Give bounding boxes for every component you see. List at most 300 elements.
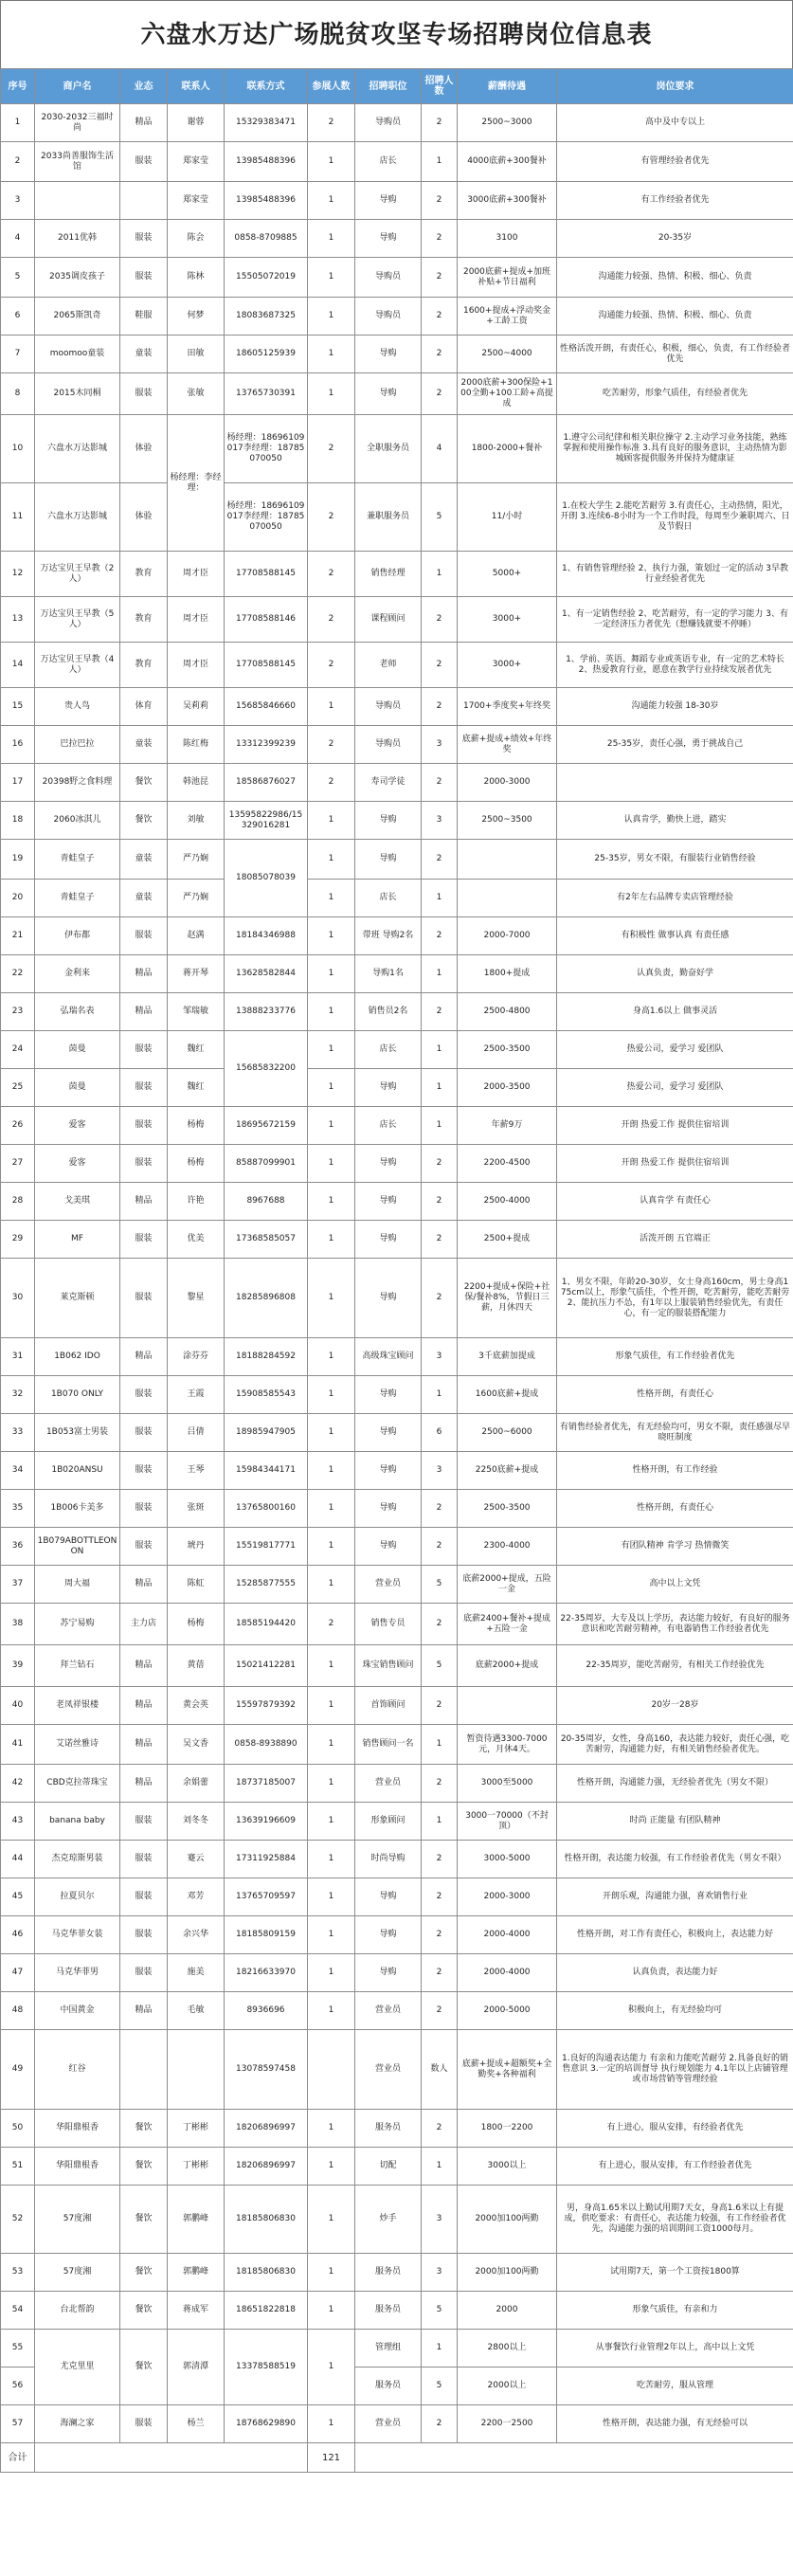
- table-cell: 有2年左右品牌专卖店管理经验: [557, 880, 793, 917]
- table-cell: 3000底薪+300餐补: [458, 182, 557, 220]
- table-cell: 1、有一定销售经验 2、吃苦耐劳，有一定的学习能力 3、有一定经济压力者优先（想赚钱就要不停睡）: [557, 597, 793, 643]
- table-cell: 吴莉莉: [168, 688, 225, 726]
- table-row: [1, 688, 793, 726]
- table-cell: 20: [1, 880, 35, 917]
- table-cell: 贵人鸟: [35, 688, 120, 726]
- table-cell: 导购: [355, 373, 422, 415]
- table-cell: 教育: [120, 643, 168, 688]
- table-cell: 1800一2200: [458, 2110, 557, 2148]
- table-cell: 杨梅: [168, 1145, 225, 1183]
- table-cell: 认真负责，表达能力好: [557, 1954, 793, 1992]
- table-cell: 餐饮: [120, 2292, 168, 2330]
- table-cell: 33: [1, 1414, 35, 1452]
- table-cell: 7: [1, 336, 35, 373]
- table-cell: 2000底薪+300保险+100全勤+100工龄+高提成: [458, 373, 557, 415]
- table-cell: 服装: [120, 1221, 168, 1259]
- table-cell: 2200一2500: [458, 2405, 557, 2443]
- table-cell: MF: [35, 1221, 120, 1259]
- table-cell: 郭鹏峰: [168, 2254, 225, 2292]
- table-cell: 导购: [355, 1490, 422, 1528]
- table-cell: 2000-5000: [458, 1992, 557, 2030]
- table-cell: 20-35岁: [557, 220, 793, 258]
- table-cell: 黄会英: [168, 1687, 225, 1725]
- table-cell: 赵满: [168, 917, 225, 955]
- table-cell: 服装: [120, 1107, 168, 1145]
- table-cell: 导购1名: [355, 955, 422, 993]
- table-cell: 魏红: [168, 1031, 225, 1069]
- table-row: [1, 764, 793, 802]
- table-cell: 万达宝贝王早教（4人）: [35, 643, 120, 688]
- table-cell: 性格开朗，表达能力强，有无经验可以: [557, 2405, 793, 2443]
- table-cell: 20岁一28岁: [557, 1687, 793, 1725]
- table-row: [1, 2292, 793, 2330]
- table-row: [1, 1645, 793, 1687]
- table-cell: 服装: [120, 1031, 168, 1069]
- table-cell: 杨经理：18696109017李经理：18785070050: [225, 415, 308, 483]
- table-cell: 1: [308, 1221, 355, 1259]
- table-cell: 伊布都: [35, 917, 120, 955]
- table-cell: 20398野之食料理: [35, 764, 120, 802]
- table-cell: 15: [1, 688, 35, 726]
- table-cell: 2200-4500: [458, 1145, 557, 1183]
- table-cell: 12: [1, 552, 35, 597]
- table-cell: 13595822986/15329016281: [225, 802, 308, 840]
- empty-cell: [35, 2443, 308, 2473]
- table-row: [1, 415, 793, 483]
- table-cell: 2: [308, 1604, 355, 1645]
- table-cell: 1: [308, 2292, 355, 2330]
- table-cell: 2: [422, 1221, 458, 1259]
- table-cell: 1B020ANSU: [35, 1452, 120, 1490]
- table-cell: 13628582844: [225, 955, 308, 993]
- table-cell: 2030-2032三福时尚: [35, 104, 120, 142]
- table-cell: 精品: [120, 1645, 168, 1687]
- table-cell: 15597879392: [225, 1687, 308, 1725]
- table-cell: 老凤祥银楼: [35, 1687, 120, 1725]
- table-cell: 服装: [120, 1376, 168, 1414]
- table-row: [1, 1221, 793, 1259]
- table-cell: 1: [422, 1031, 458, 1069]
- table-cell: 2: [422, 336, 458, 373]
- table-cell: 刘冬冬: [168, 1803, 225, 1841]
- table-cell: 1B006卡美多: [35, 1490, 120, 1528]
- table-cell: 1: [308, 1725, 355, 1765]
- table-cell: 2: [422, 1259, 458, 1338]
- table-cell: 1: [308, 298, 355, 336]
- table-cell: 带班 导购2名: [355, 917, 422, 955]
- table-cell: 1B079ABOTTLEONON: [35, 1528, 120, 1566]
- table-cell: 2: [422, 643, 458, 688]
- table-row: [1, 552, 793, 597]
- table-cell: 时尚导购: [355, 1841, 422, 1878]
- table-cell: 13765800160: [225, 1490, 308, 1528]
- table-cell: 餐饮: [120, 2330, 168, 2405]
- table-cell: 1、男女不限，年龄20-30岁，女士身高160cm，男士身高175cm以上，形象气质佳，个性开朗，吃苦耐劳，能吃苦耐劳 2、能抗压力不怂，有1年以上服装销售经验优先，有责任心，有一定的服装搭配能力: [557, 1259, 793, 1338]
- table-cell: 底薪+提成+超额奖+全勤奖+各种福利: [458, 2030, 557, 2110]
- table-cell: 8936696: [225, 1992, 308, 2030]
- table-cell: 2: [422, 764, 458, 802]
- table-cell: 服装: [120, 2405, 168, 2443]
- table-cell: 邓芳: [168, 1878, 225, 1916]
- table-cell: 1: [422, 1803, 458, 1841]
- table-cell: 42: [1, 1765, 35, 1803]
- table-row: [1, 1566, 793, 1604]
- table-cell: 25-35岁，男女不限，有服装行业销售经验: [557, 840, 793, 880]
- table-cell: 17368585057: [225, 1221, 308, 1259]
- table-cell: 导购员: [355, 258, 422, 298]
- table-cell: 有团队精神 肯学习 热情微笑: [557, 1528, 793, 1566]
- column-header: 业态: [120, 69, 168, 104]
- table-cell: 1: [308, 840, 355, 880]
- table-cell: 服装: [120, 917, 168, 955]
- table-cell: 有上进心，服从安排，有工作经验者优先: [557, 2148, 793, 2186]
- table-cell: 2500-3500: [458, 1490, 557, 1528]
- table-cell: 3000+: [458, 597, 557, 643]
- table-cell: 施美: [168, 1954, 225, 1992]
- table-cell: 2000: [458, 2292, 557, 2330]
- table-cell: 25: [1, 1069, 35, 1107]
- table-cell: 导购: [355, 1259, 422, 1338]
- table-cell: 3000+: [458, 643, 557, 688]
- table-cell: 2000-3500: [458, 1069, 557, 1107]
- table-cell: 营业员: [355, 1566, 422, 1604]
- table-cell: 吴文香: [168, 1725, 225, 1765]
- table-cell: 体育: [120, 688, 168, 726]
- table-cell: 周大福: [35, 1566, 120, 1604]
- table-row: [1, 2254, 793, 2292]
- table-cell: 1800+提成: [458, 955, 557, 993]
- table-cell: 3千底薪加提成: [458, 1338, 557, 1376]
- total-row: [1, 2443, 793, 2473]
- table-cell: 13639196609: [225, 1803, 308, 1841]
- table-cell: 服装: [120, 1452, 168, 1490]
- table-cell: 珠宝销售顾问: [355, 1645, 422, 1687]
- table-row: [1, 2405, 793, 2443]
- table-cell: 艾诺丝雅诗: [35, 1725, 120, 1765]
- table-cell: 导购: [355, 336, 422, 373]
- table-cell: 2: [422, 993, 458, 1031]
- table-cell: 2: [422, 1183, 458, 1221]
- table-cell: 销售员2名: [355, 993, 422, 1031]
- table-cell: 13078597458: [225, 2030, 308, 2110]
- table-cell: 21: [1, 917, 35, 955]
- table-cell: 49: [1, 2030, 35, 2110]
- table-row: [1, 1841, 793, 1878]
- table-cell: 18184346988: [225, 917, 308, 955]
- table-cell: [35, 182, 120, 220]
- table-row: [1, 2030, 793, 2110]
- table-row: [1, 1725, 793, 1765]
- table-row: [1, 104, 793, 142]
- table-cell: 服装: [120, 1069, 168, 1107]
- column-header: 薪酬待遇: [458, 69, 557, 104]
- table-cell: 沟通能力较强、热情、积极、细心、负责: [557, 258, 793, 298]
- table-cell: 2: [422, 1878, 458, 1916]
- table-cell: 1.在校大学生 2.能吃苦耐劳 3.有责任心，主动热情，阳光，开朗 3.连续6-8小时为一个工作时段，每周至少兼职周六、日及节假日: [557, 483, 793, 552]
- table-cell: 从事餐饮行业管理2年以上，高中以上文凭: [557, 2330, 793, 2367]
- table-cell: 15329383471: [225, 104, 308, 142]
- table-cell: 导购员: [355, 688, 422, 726]
- table-cell: 服务员: [355, 2110, 422, 2148]
- table-cell: 性格开朗，有责任心: [557, 1490, 793, 1528]
- table-cell: 1: [422, 1376, 458, 1414]
- table-cell: 1: [308, 2330, 355, 2405]
- table-cell: 郭鹏峰: [168, 2186, 225, 2254]
- table-row: [1, 880, 793, 917]
- table-cell: 陈虹: [168, 1566, 225, 1604]
- table-cell: 2500-4000: [458, 1183, 557, 1221]
- table-row: [1, 597, 793, 643]
- table-row: [1, 220, 793, 258]
- table-cell: 1: [308, 258, 355, 298]
- table-cell: 1、学前、英语、舞蹈专业或英语专业，有一定的艺术特长 2、热爱教育行业，愿意在教学行业持续发展者优先: [557, 643, 793, 688]
- table-cell: 2: [422, 1687, 458, 1725]
- table-cell: 18605125939: [225, 336, 308, 373]
- table-cell: 教育: [120, 552, 168, 597]
- table-cell: 10: [1, 415, 35, 483]
- table-cell: 精品: [120, 955, 168, 993]
- table-cell: 形象气质佳，有亲和力: [557, 2292, 793, 2330]
- table-cell: 18185806830: [225, 2186, 308, 2254]
- table-cell: CBD克拉蒂珠宝: [35, 1765, 120, 1803]
- table-cell: 马克华菲男: [35, 1954, 120, 1992]
- table-cell: 服务员: [355, 2367, 422, 2405]
- table-row: [1, 1765, 793, 1803]
- table-cell: 杨兰: [168, 2405, 225, 2443]
- table-cell: 导购: [355, 1145, 422, 1183]
- table-cell: 2: [422, 2110, 458, 2148]
- table-cell: 17708588146: [225, 597, 308, 643]
- table-cell: 1700+季度奖+年终奖: [458, 688, 557, 726]
- table-cell: 全职服务员: [355, 415, 422, 483]
- table-cell: [168, 2030, 225, 2110]
- table-cell: 2: [422, 1841, 458, 1878]
- table-cell: [458, 840, 557, 880]
- table-cell: 认真肯学，勤快上进，踏实: [557, 802, 793, 840]
- table-cell: 19: [1, 840, 35, 880]
- table-cell: 1: [308, 917, 355, 955]
- table-cell: 1: [422, 880, 458, 917]
- empty-cell: [355, 2443, 793, 2473]
- table-cell: 毛敏: [168, 1992, 225, 2030]
- table-row: [1, 1490, 793, 1528]
- table-cell: 服装: [120, 1259, 168, 1338]
- table-cell: 17: [1, 764, 35, 802]
- table-cell: 8: [1, 373, 35, 415]
- table-cell: 1: [308, 1338, 355, 1376]
- table-cell: 年薪9万: [458, 1107, 557, 1145]
- table-row: [1, 2110, 793, 2148]
- table-row: [1, 1452, 793, 1490]
- table-cell: 15021412281: [225, 1645, 308, 1687]
- table-cell: 15685846660: [225, 688, 308, 726]
- table-cell: 3: [1, 182, 35, 220]
- table-cell: 2: [422, 1954, 458, 1992]
- table-cell: 爱客: [35, 1107, 120, 1145]
- table-cell: 万达宝贝王早教（5人）: [35, 597, 120, 643]
- table-cell: 性格开朗，对工作有责任心，积极向上，表达能力好: [557, 1916, 793, 1954]
- table-cell: 陈会: [168, 220, 225, 258]
- table-cell: 0858-8709885: [225, 220, 308, 258]
- table-cell: 1: [308, 1107, 355, 1145]
- table-cell: 1: [422, 1069, 458, 1107]
- table-cell: 精品: [120, 1566, 168, 1604]
- table-cell: 2: [308, 764, 355, 802]
- table-cell: 琥丹: [168, 1528, 225, 1566]
- table-cell: 服务员: [355, 2292, 422, 2330]
- table-cell: 导购: [355, 802, 422, 840]
- table-cell: 2015木同桐: [35, 373, 120, 415]
- table-cell: 形象顾问: [355, 1803, 422, 1841]
- table-cell: 1: [422, 1725, 458, 1765]
- table-cell: 形象气质佳，有工作经验者优先: [557, 1338, 793, 1376]
- table-cell: 导购: [355, 1183, 422, 1221]
- table-cell: 1: [308, 1566, 355, 1604]
- table-cell: 18585194420: [225, 1604, 308, 1645]
- table-cell: 1: [308, 955, 355, 993]
- table-cell: 导购: [355, 1221, 422, 1259]
- table-cell: 鞋服: [120, 298, 168, 336]
- table-cell: 暂资待遇3300-7000元，月休4天。: [458, 1725, 557, 1765]
- table-cell: 2: [422, 1765, 458, 1803]
- table-cell: 有积极性 做事认真 有责任感: [557, 917, 793, 955]
- table-cell: 认真负责，勤奋好学: [557, 955, 793, 993]
- table-cell: 2000以上: [458, 2367, 557, 2405]
- table-cell: 1: [308, 993, 355, 1031]
- table-cell: 1: [308, 1528, 355, 1566]
- table-cell: 27: [1, 1145, 35, 1183]
- table-cell: 18216633970: [225, 1954, 308, 1992]
- table-cell: 2250底薪+提成: [458, 1452, 557, 1490]
- table-row: [1, 142, 793, 182]
- table-cell: 黎星: [168, 1259, 225, 1338]
- table-row: [1, 1031, 793, 1069]
- table-row: [1, 1145, 793, 1183]
- table-cell: 积极向上，有无经验均可: [557, 1992, 793, 2030]
- table-cell: 2500-4800: [458, 993, 557, 1031]
- table-cell: 2: [422, 917, 458, 955]
- table-cell: 18285896808: [225, 1259, 308, 1338]
- table-cell: 1: [308, 2148, 355, 2186]
- table-cell: 53: [1, 2254, 35, 2292]
- table-cell: [557, 764, 793, 802]
- table-cell: 2000-7000: [458, 917, 557, 955]
- table-cell: 18188284592: [225, 1338, 308, 1376]
- table-cell: 2: [422, 840, 458, 880]
- table-cell: 餐饮: [120, 2110, 168, 2148]
- table-cell: 15505072019: [225, 258, 308, 298]
- table-cell: 54: [1, 2292, 35, 2330]
- table-cell: 1: [308, 1916, 355, 1954]
- table-cell: 2: [422, 298, 458, 336]
- table-cell: 2200+提成+保险+社保/餐补8%，节假日三薪，月休四天: [458, 1259, 557, 1338]
- table-cell: 1: [308, 1145, 355, 1183]
- table-cell: 1: [1, 104, 35, 142]
- table-cell: 涂芬芬: [168, 1338, 225, 1376]
- table-cell: [308, 2030, 355, 2110]
- table-cell: 1、有销售管理经验 2、执行力强，策划过一定的活动 3早教行业经验者优先: [557, 552, 793, 597]
- table-cell: 3000至5000: [458, 1765, 557, 1803]
- table-cell: 13888233776: [225, 993, 308, 1031]
- table-cell: 22: [1, 955, 35, 993]
- table-row: [1, 298, 793, 336]
- table-cell: 导购: [355, 1069, 422, 1107]
- table-cell: 1: [422, 2148, 458, 2186]
- table-cell: 导购员: [355, 298, 422, 336]
- table-row: [1, 1183, 793, 1221]
- table-cell: 2800以上: [458, 2330, 557, 2367]
- table-row: [1, 1069, 793, 1107]
- table-cell: 16: [1, 726, 35, 764]
- table-cell: 3: [422, 802, 458, 840]
- table-cell: 有上进心，服从安排，有经验者优先: [557, 2110, 793, 2148]
- table-cell: 1.良好的沟通表达能力 有亲和力能吃苦耐劳 2.具备良好的销售意识 3.一定的培训督导 执行规划能力 4.1年以上店铺管理或市场营销等管理经验: [557, 2030, 793, 2110]
- table-cell: 1: [308, 1259, 355, 1338]
- table-cell: 2: [308, 552, 355, 597]
- table-cell: 34: [1, 1452, 35, 1490]
- table-cell: 精品: [120, 1992, 168, 2030]
- table-cell: 1: [422, 2330, 458, 2367]
- table-cell: 童装: [120, 336, 168, 373]
- table-cell: [120, 182, 168, 220]
- table-cell: 1: [308, 182, 355, 220]
- table-cell: 18695672159: [225, 1107, 308, 1145]
- table-cell: 吃苦耐劳，服从管理: [557, 2367, 793, 2405]
- table-cell: 巴拉巴拉: [35, 726, 120, 764]
- table-cell: 47: [1, 1954, 35, 1992]
- table-row: [1, 726, 793, 764]
- table-row: [1, 1338, 793, 1376]
- table-cell: 5: [422, 2292, 458, 2330]
- table-cell: 郑家莹: [168, 182, 225, 220]
- table-row: [1, 643, 793, 688]
- table-cell: 底薪2400+餐补+提成+五险一金: [458, 1604, 557, 1645]
- table-cell: 导购: [355, 1452, 422, 1490]
- table-cell: 13765730391: [225, 373, 308, 415]
- table-cell: 18768629890: [225, 2405, 308, 2443]
- table-cell: 3000一70000（不封顶）: [458, 1803, 557, 1841]
- table-cell: 红谷: [35, 2030, 120, 2110]
- table-cell: 体验: [120, 483, 168, 552]
- column-header: 联系方式: [225, 69, 308, 104]
- table-cell: 1: [422, 1107, 458, 1145]
- table-cell: 15519817771: [225, 1528, 308, 1566]
- table-cell: 开朗 热爱工作 提供住宿培训: [557, 1145, 793, 1183]
- table-cell: 1: [308, 2254, 355, 2292]
- column-header: 招聘职位: [355, 69, 422, 104]
- table-cell: 13765709597: [225, 1878, 308, 1916]
- table-cell: 39: [1, 1645, 35, 1687]
- table-cell: 中国黄金: [35, 1992, 120, 2030]
- table-cell: 18206896997: [225, 2148, 308, 2186]
- table-cell: 2: [422, 688, 458, 726]
- table-cell: 导购: [355, 1376, 422, 1414]
- table-cell: 2: [422, 373, 458, 415]
- table-cell: 2: [308, 415, 355, 483]
- table-cell: 热爱公司，爱学习 爱团队: [557, 1069, 793, 1107]
- table-cell: 2000-3000: [458, 764, 557, 802]
- table-cell: 2060冰淇儿: [35, 802, 120, 840]
- table-cell: 1: [308, 2405, 355, 2443]
- table-cell: 2: [308, 726, 355, 764]
- table-cell: 2: [422, 1145, 458, 1183]
- table-cell: 18651822818: [225, 2292, 308, 2330]
- table-cell: 28: [1, 1183, 35, 1221]
- table-cell: 何梦: [168, 298, 225, 336]
- table-row: [1, 917, 793, 955]
- table-cell: 30: [1, 1259, 35, 1338]
- table-cell: 谢蓉: [168, 104, 225, 142]
